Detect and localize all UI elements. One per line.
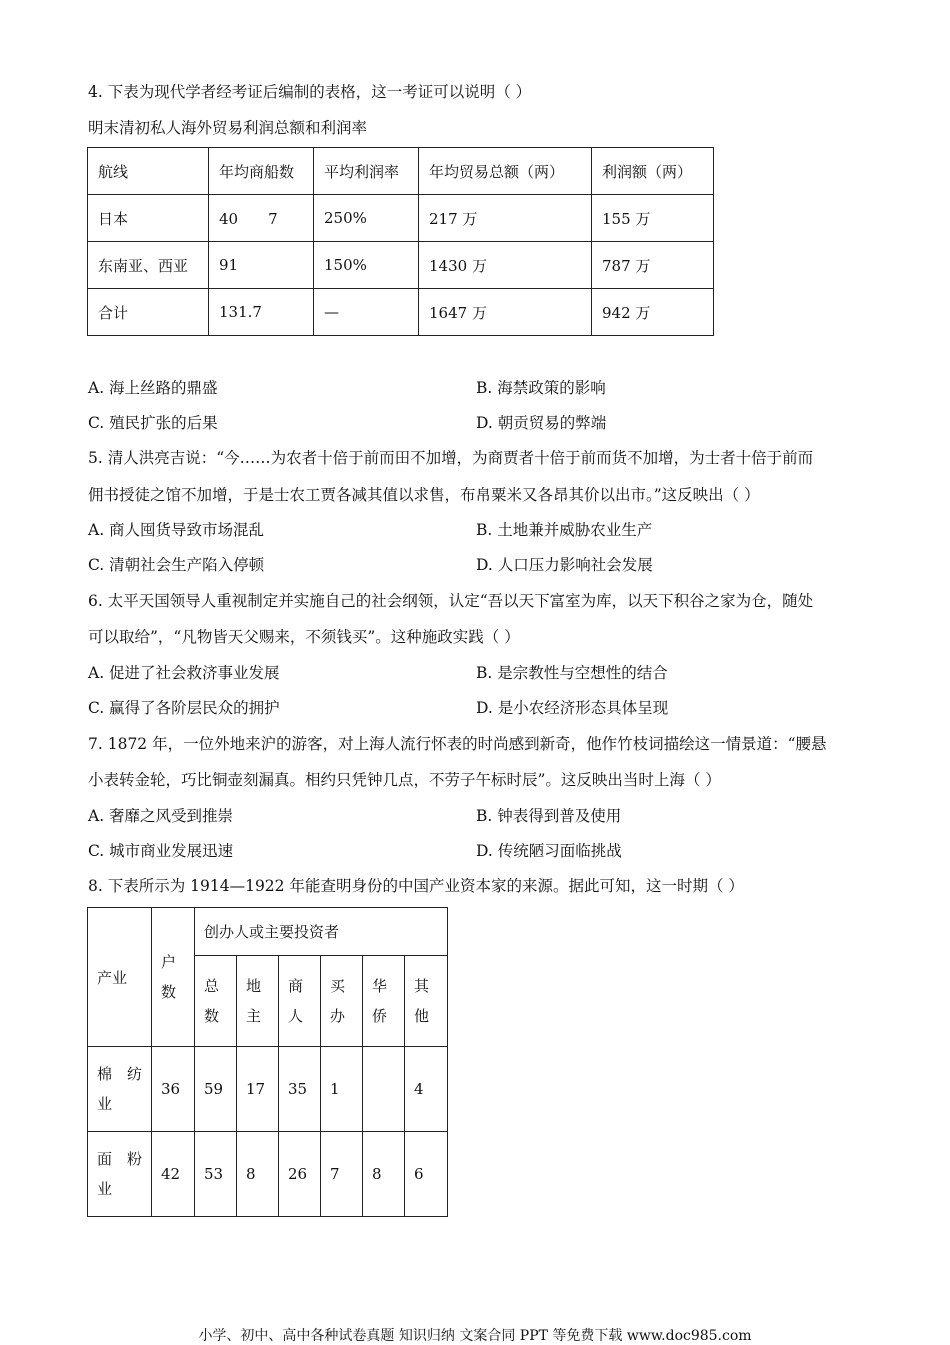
- page-footer: 小学、初中、高中各种试卷真题 知识归纳 文案合同 PPT 等免费下载 www.doc985.com: [198, 1328, 752, 1344]
- header-char: 地: [246, 977, 262, 995]
- subheader-cell: [321, 956, 363, 1047]
- table-cell: 东南亚、西亚: [88, 242, 209, 289]
- subheader-cell: [237, 956, 279, 1047]
- q8-stem: 8. 下表所示为 1914—1922 年能查明身份的中国产业资本家的来源。据此可知，这一时期（ ）: [88, 877, 744, 895]
- q5-option-b[interactable]: B. 土地兼并威胁农业生产: [476, 521, 653, 539]
- row-label-text: 棉 纺: [97, 1065, 143, 1083]
- row-label-text: 业: [97, 1095, 113, 1113]
- q6-option-b[interactable]: B. 是宗教性与空想性的结合: [476, 664, 668, 682]
- table-cell: [363, 1047, 405, 1132]
- table-cell: 35: [279, 1047, 321, 1132]
- header-char: 买: [330, 977, 346, 995]
- table-cell: 合计: [88, 289, 209, 336]
- header-cell-group: 创办人或主要投资者: [195, 908, 448, 956]
- table-cell: 53: [195, 1132, 237, 1217]
- subheader-cell: [279, 956, 321, 1047]
- subheader-cell: [405, 956, 448, 1047]
- trade-profit-table: [87, 147, 714, 336]
- q4-option-b[interactable]: B. 海禁政策的影响: [476, 379, 606, 397]
- q5-option-d[interactable]: D. 人口压力影响社会发展: [476, 556, 653, 574]
- row-label-cell: [88, 1132, 152, 1217]
- q6-stem-line2: 可以取给”，“凡物皆天父赐来，不须钱买”。这种施政实践（ ）: [88, 628, 520, 646]
- table-cell: 942 万: [592, 289, 714, 336]
- header-cell: 利润额（两）: [592, 148, 714, 195]
- header-char: 侨: [372, 1007, 388, 1025]
- table-cell: 26: [279, 1132, 321, 1217]
- q4-stem: 4. 下表为现代学者经考证后编制的表格，这一考证可以说明（ ）: [88, 83, 532, 101]
- header-char: 他: [414, 1007, 430, 1025]
- table-cell: 40 7: [209, 195, 314, 242]
- header-char: 总: [204, 977, 220, 995]
- table-cell: 91: [209, 242, 314, 289]
- header-cell: 平均利润率: [314, 148, 419, 195]
- row-label-cell: [88, 1047, 152, 1132]
- row-label-text: 业: [97, 1180, 113, 1198]
- table-cell: 7: [321, 1132, 363, 1217]
- q6-option-c[interactable]: C. 赢得了各阶层民众的拥护: [88, 699, 280, 717]
- q7-option-c[interactable]: C. 城市商业发展迅速: [88, 842, 234, 860]
- q4-option-c[interactable]: C. 殖民扩张的后果: [88, 414, 218, 432]
- table-row: [88, 289, 714, 336]
- header-cell-count: [152, 908, 195, 1047]
- table-cell: 131.7: [209, 289, 314, 336]
- table-cell: 1: [321, 1047, 363, 1132]
- q5-stem-line1: 5. 清人洪亮吉说：“今……为农者十倍于前而田不加增，为商贾者十倍于前而货不加增，为士者十倍于前而: [88, 449, 814, 467]
- q5-stem-line2: 佣书授徒之馆不加增，于是士农工贾各减其值以求售，布帛粟米又各昂其价以出市。”这反映出（ ）: [88, 486, 760, 504]
- table-cell: 6: [405, 1132, 448, 1217]
- table-row: [88, 242, 714, 289]
- q5-option-a[interactable]: A. 商人囤货导致市场混乱: [88, 521, 265, 539]
- table-row: [88, 1132, 448, 1217]
- row-label-text: 面 粉: [97, 1150, 143, 1168]
- q6-option-a[interactable]: A. 促进了社会救济事业发展: [88, 664, 280, 682]
- header-char: 数: [161, 983, 177, 1001]
- table-cell: 17: [237, 1047, 279, 1132]
- header-char: 户: [161, 953, 177, 971]
- table-header-row: [88, 148, 714, 195]
- header-cell: 航线: [88, 148, 209, 195]
- header-char: 主: [246, 1007, 262, 1025]
- header-char: 华: [372, 977, 388, 995]
- subheader-cell: [363, 956, 405, 1047]
- header-cell-industry: 产业: [88, 908, 152, 1047]
- header-char: 其: [414, 977, 430, 995]
- q6-option-d[interactable]: D. 是小农经济形态具体呈现: [476, 699, 669, 717]
- table-cell: 8: [237, 1132, 279, 1217]
- table-cell: 42: [152, 1132, 195, 1217]
- q7-option-b[interactable]: B. 钟表得到普及使用: [476, 807, 622, 825]
- table-cell: 日本: [88, 195, 209, 242]
- table-row: [88, 195, 714, 242]
- header-char: 办: [330, 1007, 346, 1025]
- q4-option-d[interactable]: D. 朝贡贸易的弊端: [476, 414, 607, 432]
- table-cell: 4: [405, 1047, 448, 1132]
- table-cell: 150%: [314, 242, 419, 289]
- q7-stem-line2: 小表转金轮，巧比铜壶刻漏真。相约只凭钟几点，不劳子午标时辰”。这反映出当时上海（ ）: [88, 771, 721, 789]
- table-cell: 155 万: [592, 195, 714, 242]
- header-cell: 年均贸易总额（两）: [419, 148, 592, 195]
- table-cell: 8: [363, 1132, 405, 1217]
- table-cell: 787 万: [592, 242, 714, 289]
- header-cell: 年均商船数: [209, 148, 314, 195]
- header-char: 数: [204, 1007, 220, 1025]
- q5-option-c[interactable]: C. 清朝社会生产陷入停顿: [88, 556, 265, 574]
- subheader-cell: [195, 956, 237, 1047]
- q7-stem-line1: 7. 1872 年，一位外地来沪的游客，对上海人流行怀表的时尚感到新奇，他作竹枝词描绘这一情景道：“腰悬: [88, 735, 827, 753]
- q4-option-a[interactable]: A. 海上丝路的鼎盛: [88, 379, 218, 397]
- table-row: [88, 1047, 448, 1132]
- q7-option-a[interactable]: A. 奢靡之风受到推崇: [88, 807, 234, 825]
- q4-table-title: 明末清初私人海外贸易利润总额和利润率: [88, 119, 368, 137]
- table-cell: —: [314, 289, 419, 336]
- table-header-row: [88, 908, 448, 956]
- table-cell: 1430 万: [419, 242, 592, 289]
- table-cell: 36: [152, 1047, 195, 1132]
- header-char: 人: [288, 1007, 304, 1025]
- table-cell: 250%: [314, 195, 419, 242]
- header-char: 商: [288, 977, 304, 995]
- capitalist-origin-table: [87, 907, 448, 1217]
- table-cell: 1647 万: [419, 289, 592, 336]
- q7-option-d[interactable]: D. 传统陋习面临挑战: [476, 842, 622, 860]
- table-cell: 59: [195, 1047, 237, 1132]
- table-cell: 217 万: [419, 195, 592, 242]
- q6-stem-line1: 6. 太平天国领导人重视制定并实施自己的社会纲领，认定“吾以天下富室为库，以天下积谷之家为仓，随处: [88, 592, 814, 610]
